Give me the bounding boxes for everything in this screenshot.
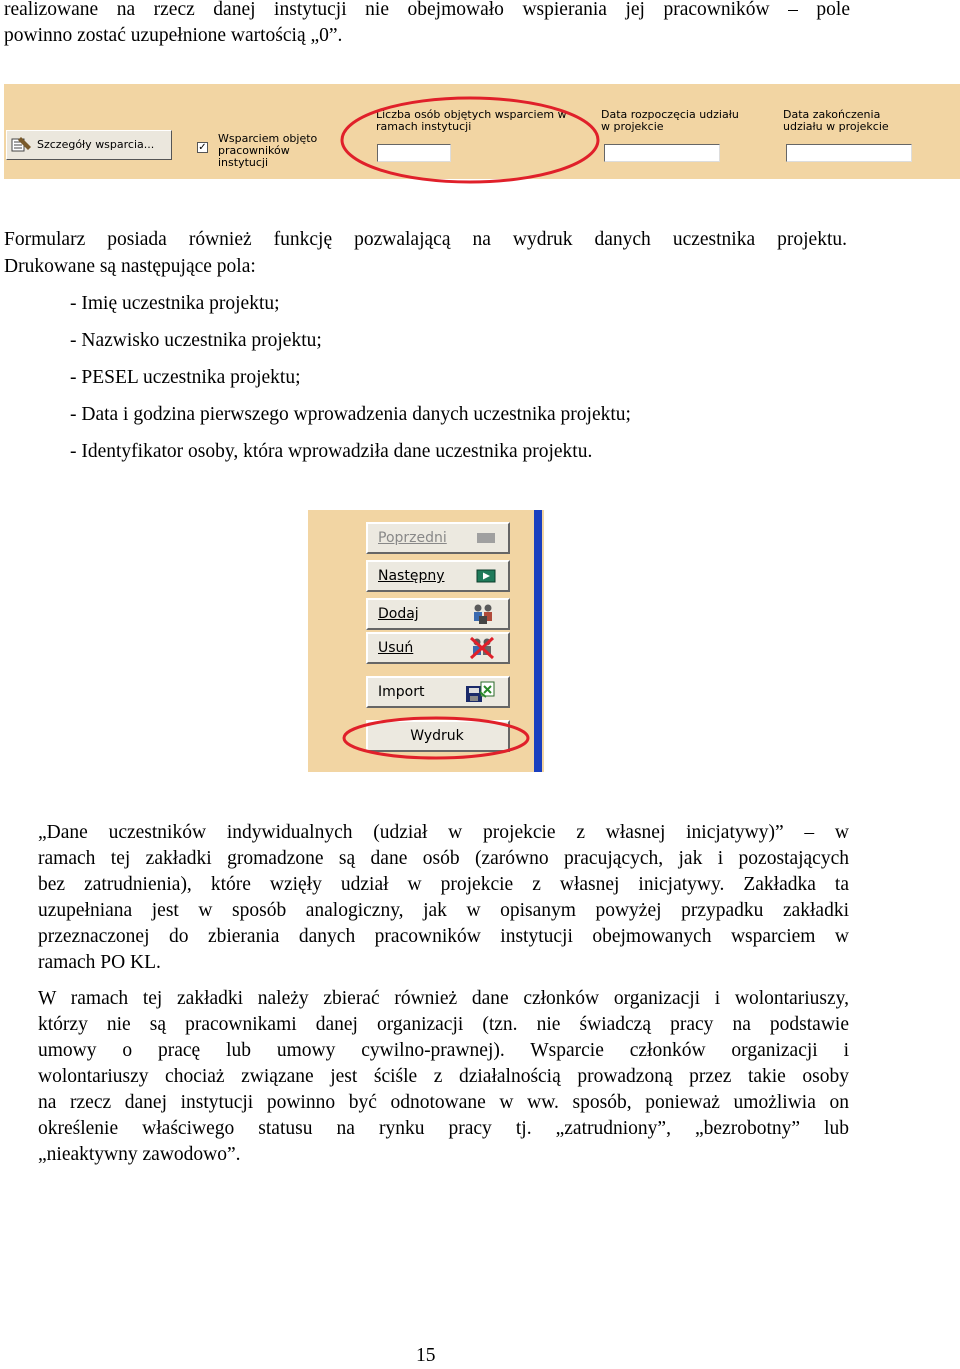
organizations-paragraph-line: „nieaktywny zawodowo”.	[38, 1144, 241, 1165]
individual-paragraph-line: przeznaczonej do zbierania danych pracowników instytucji obejmowanych wsparciem w	[38, 926, 849, 947]
print-field-item: - PESEL uczestnika projektu;	[70, 367, 301, 388]
individual-paragraph-line: ramach PO KL.	[38, 952, 161, 973]
staff-supported-checkbox[interactable]: ✓	[198, 142, 207, 153]
individual-paragraph-line: bez zatrudnienia), które wzięły udział w projekcie z własnej inicjatywy. Zakładka ta	[38, 874, 849, 895]
field-label-end-date: Data zakończenia udziału w projekcie	[783, 108, 889, 133]
page-number: 15	[416, 1345, 436, 1366]
print-button-label: Wydruk	[410, 728, 464, 744]
print-highlight-ellipse	[340, 714, 532, 762]
previous-button[interactable]	[366, 522, 510, 554]
organizations-paragraph-line: umowy o pracę lub umowy cywilno-prawnej). Wsparcie członków organizacji i	[38, 1040, 849, 1061]
print-field-item: - Nazwisko uczestnika projektu;	[70, 330, 322, 351]
print-intro-line-2: Drukowane są następujące pola:	[4, 256, 256, 277]
print-field-item: - Identyfikator osoby, która wprowadziła dane uczestnika projektu.	[70, 441, 593, 462]
organizations-paragraph-line: na rzecz danej instytucji powinno być odnotowane w ww. sposób, ponieważ umożliwia on	[38, 1092, 849, 1113]
highlight-ellipse	[338, 94, 602, 186]
start-date-input[interactable]	[604, 144, 720, 162]
field-label-participants-count: Liczba osób objętych wsparciem w ramach instytucji	[376, 108, 567, 133]
navigation-buttons-screenshot	[308, 510, 544, 772]
details-icon	[11, 135, 35, 155]
navigation-scrollbar	[534, 510, 542, 772]
details-button[interactable]	[6, 130, 172, 160]
field-label-start-date: Data rozpoczęcia udziału w projekcie	[601, 108, 739, 133]
delete-people-icon	[468, 636, 496, 660]
delete-button-label: Usuń	[378, 640, 414, 656]
top-paragraph-line-1: realizowane na rzecz danej instytucji nie obejmowało wspierania jej pracowników – pole	[4, 0, 850, 20]
top-paragraph-line-2: powinno zostać uzupełnione wartością „0”.	[4, 25, 343, 46]
form-strip-screenshot	[4, 84, 960, 179]
print-field-item: - Data i godzina pierwszego wprowadzenia danych uczestnika projektu;	[70, 404, 631, 425]
play-icon	[476, 569, 496, 583]
individual-paragraph-line: „Dane uczestników indywidualnych (udział w projekcie z własnej inicjatywy)” – w	[38, 822, 849, 843]
import-button-label: Import	[378, 684, 425, 700]
details-button-label: Szczegóły wsparcia...	[37, 138, 155, 151]
print-field-item: - Imię uczestnika projektu;	[70, 293, 280, 314]
import-button[interactable]	[366, 676, 510, 708]
individual-paragraph-line: uzupełniana jest w sposób analogiczny, jak w opisanym powyżej przypadku zakładki	[38, 900, 849, 921]
add-people-icon	[470, 603, 496, 625]
import-icon	[464, 680, 496, 704]
print-intro-line-1: Formularz posiada również funkcję pozwalającą na wydruk danych uczestnika projektu.	[4, 229, 847, 250]
next-button[interactable]	[366, 560, 510, 592]
organizations-paragraph-line: W ramach tej zakładki należy zbierać również dane członków organizacji i wolontariuszy,	[38, 988, 849, 1009]
add-button-label: Dodaj	[378, 606, 419, 622]
organizations-paragraph-line: którzy nie są pracownikami danej organizacji (tzn. nie świadczą pracy na podstawie	[38, 1014, 849, 1035]
previous-button-label: Poprzedni	[378, 530, 447, 546]
end-date-input[interactable]	[786, 144, 912, 162]
organizations-paragraph-line: wolontariuszy chociaż związane jest ściśle z działalnością prowadzoną przez takie osoby	[38, 1066, 849, 1087]
staff-supported-label: Wsparciem objęto pracowników instytucji	[218, 132, 318, 169]
organizations-paragraph-line: określenie właściwego statusu na rynku pracy tj. „zatrudniony”, „bezrobotny” lub	[38, 1118, 849, 1139]
delete-button[interactable]	[366, 632, 510, 664]
next-button-label: Następny	[378, 568, 445, 584]
add-button[interactable]	[366, 598, 510, 630]
previous-disabled-icon	[476, 531, 496, 545]
individual-paragraph-line: ramach tej zakładki gromadzone są dane osób (zarówno pracujących, jak i pozostających	[38, 848, 849, 869]
